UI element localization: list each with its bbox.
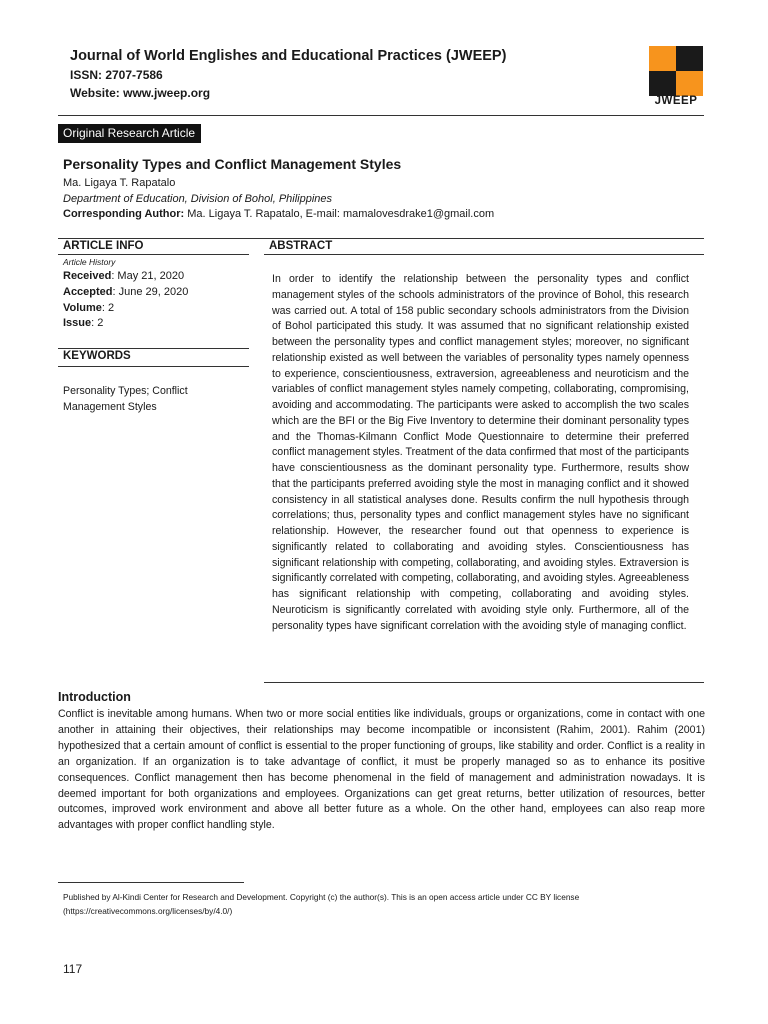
keywords-top-divider [58, 348, 249, 349]
abstract-text: In order to identify the relationship between the personality types and conflict management styles of the schools administrators of the province of Bohol, this research was carried out. A total of 158 public secondary schools administrators from the Division of Bohol participated this study. It was assumed that no significant relationship existed between the personality types and conflict management styles; moreover, no significant relationship existed as well between the variables of personality types namely openness to experience, conscientiousness, extraversion, agreeableness and neuroticism and the variables of conflict management styles namely competing, collaborating, compromising, avoiding and accommodating. The participants were asked to accomplish the two scales which are the BFI or the Big Five Inventory to determine their dominant personality types and the Thomas-Kilmann Conflict Mode Questionnaire to determine their preferred conflict management styles. Treatment of the data confirmed that most of the participants have conscientiousness as the dominant personality type. Furthermore, results show that the participants preferred avoiding style the most in managing conflict and it showed consistency in all statistical analyses done. Results confirm the null hypothesis through correlations; thus, personality types and conflict management styles have no significant relationship. However, the researcher found out that openness to experience is significantly related to collaborating and avoiding styles. Conscientiousness has significant relationship with competing, collaborating, and avoiding styles. Extraversion is significantly correlated with competing, collaborating, and avoiding styles. Agreeableness has significant relationship with competing, collaborating and avoiding styles. Neuroticism is significantly correlated with avoiding style only. Furthermore, all of the personality types have significant correlation with the avoiding style of managing conflict. [272, 273, 689, 632]
logo-square-orange-1 [649, 46, 676, 71]
corresponding-label: Corresponding Author: [63, 208, 185, 220]
journal-website: Website: www.jweep.org [70, 86, 211, 100]
accepted-label: Accepted [63, 286, 113, 298]
page-number: 117 [63, 962, 83, 976]
volume [63, 302, 114, 314]
journal-issn: ISSN: 2707-7586 [70, 68, 163, 82]
received-date [63, 270, 184, 282]
volume-value: : 2 [101, 302, 115, 314]
abstract-header-divider [264, 254, 704, 255]
info-header-divider [58, 254, 249, 255]
author-affiliation: Department of Education, Division of Bohol, Philippines [63, 193, 333, 205]
issue [63, 317, 103, 329]
introduction-heading: Introduction [58, 690, 131, 704]
footnote [63, 890, 663, 918]
logo-square-black-2 [649, 71, 676, 96]
header-divider [58, 115, 704, 116]
corresponding-value: Ma. Ligaya T. Rapatalo, E-mail: mamalovesdrake1@gmail.com [184, 208, 495, 220]
accepted-date [63, 286, 188, 298]
keywords-heading: KEYWORDS [63, 350, 131, 362]
article-info-heading: ARTICLE INFO [63, 240, 144, 252]
footnote-line-2: (https://creativecommons.org/licenses/by/4.0/) [63, 906, 233, 916]
paper-title: Personality Types and Conflict Management Styles [63, 156, 402, 172]
keywords-bottom-divider [58, 366, 249, 367]
received-label: Received [63, 270, 112, 282]
accepted-value: : June 29, 2020 [112, 286, 189, 298]
footnote-divider [58, 882, 244, 883]
logo-square-orange-2 [676, 71, 703, 96]
journal-title: Journal of World Englishes and Educational Practices (JWEEP) [70, 48, 507, 64]
issue-label: Issue [63, 317, 92, 329]
abstract-end-divider [264, 682, 704, 683]
received-value: : May 21, 2020 [111, 270, 185, 282]
introduction-text: Conflict is inevitable among humans. When two or more social entities like individuals, groups or organizations, come in contact with one another in attaining their objectives, their relationships may become incompatible or inconsistent (Rahim, 2001). Rahim (2001) hypothesized that a certain amount of conflict is essential to the proper functioning of groups, like stability and order. Conflict is a reality in an organization. If an organization is to take advantage of conflict, it must be properly managed so as to enhance its positive consequences. Conflict management then has become phenomenal in the field of management and administration nowadays. It is deemed important for both organizations and employees. Organizations can get great returns, better utilization of resources, better outcomes, improved work environment and above all better future as a whole. On the other hand, employees can also reap more advantages with proper conflict handling style. [58, 708, 705, 832]
keywords-text: Personality Types; Conflict Management Styles [63, 385, 188, 413]
logo-text: JWEEP [654, 95, 698, 107]
footnote-line-1: Published by Al-Kindi Center for Research and Development. Copyright (c) the author(s). This is an open access article under CC BY license [63, 892, 580, 902]
article-history-label: Article History [63, 257, 116, 267]
logo-square-black-1 [676, 46, 703, 71]
jweep-logo [649, 46, 703, 96]
abstract-heading: ABSTRACT [269, 240, 333, 252]
issue-value: : 2 [91, 317, 104, 329]
author-name: Ma. Ligaya T. Rapatalo [63, 177, 176, 189]
volume-label: Volume [63, 302, 102, 314]
corresponding-author [63, 208, 494, 220]
article-type-badge: Original Research Article [58, 124, 201, 143]
info-top-divider [58, 238, 704, 239]
